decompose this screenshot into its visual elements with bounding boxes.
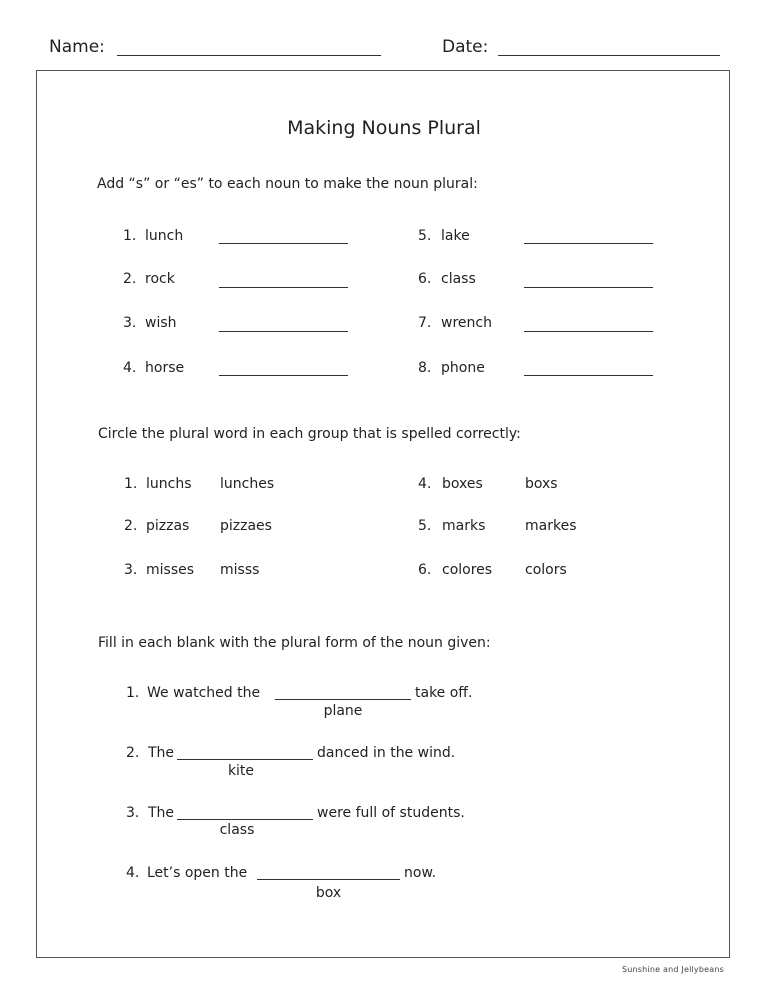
s1-answer-blank[interactable] bbox=[219, 287, 348, 288]
s3-item-num: 1. bbox=[126, 685, 140, 701]
s1-item-word: wish bbox=[145, 315, 177, 331]
s1-item-word: wrench bbox=[441, 315, 492, 331]
s3-text-after: now. bbox=[404, 865, 437, 881]
s1-item-num: 3. bbox=[123, 315, 137, 331]
s1-answer-blank[interactable] bbox=[524, 331, 653, 332]
s2-choice[interactable]: lunchs bbox=[146, 476, 192, 492]
s3-noun-hint: kite bbox=[227, 763, 255, 779]
section3-instruction: Fill in each blank with the plural form of the noun given: bbox=[98, 635, 491, 651]
s3-noun-hint: class bbox=[219, 822, 255, 838]
s2-choice[interactable]: misses bbox=[146, 562, 195, 578]
s3-item-num: 2. bbox=[126, 745, 140, 761]
s1-item-num: 4. bbox=[123, 360, 137, 376]
s1-item-num: 2. bbox=[123, 271, 137, 287]
s2-choice[interactable]: lunches bbox=[220, 476, 275, 492]
footer-credit: Sunshine and Jellybeans bbox=[621, 965, 724, 974]
s3-text-before: We watched the bbox=[147, 685, 261, 701]
s2-item-num: 1. bbox=[124, 476, 138, 492]
s2-choice[interactable]: boxs bbox=[525, 476, 558, 492]
s3-answer-blank[interactable] bbox=[177, 819, 313, 820]
s3-noun-hint: plane bbox=[323, 703, 363, 719]
s3-text-after: danced in the wind. bbox=[317, 745, 456, 761]
s1-answer-blank[interactable] bbox=[524, 375, 653, 376]
s1-item-num: 5. bbox=[418, 228, 432, 244]
s1-item-word: lake bbox=[441, 228, 470, 244]
s1-item-word: phone bbox=[441, 360, 485, 376]
s2-choice[interactable]: pizzas bbox=[146, 518, 190, 534]
s3-answer-blank[interactable] bbox=[275, 699, 411, 700]
s3-answer-blank[interactable] bbox=[177, 759, 313, 760]
s3-item-num: 4. bbox=[126, 865, 140, 881]
worksheet-frame bbox=[36, 70, 730, 958]
s1-item-word: horse bbox=[145, 360, 185, 376]
s3-item-num: 3. bbox=[126, 805, 140, 821]
s1-item-num: 6. bbox=[418, 271, 432, 287]
s2-item-num: 6. bbox=[418, 562, 432, 578]
s1-item-word: class bbox=[441, 271, 476, 287]
s2-item-num: 5. bbox=[418, 518, 432, 534]
s2-choice[interactable]: boxes bbox=[442, 476, 483, 492]
date-label: Date: bbox=[442, 37, 489, 57]
s3-text-before: Let’s open the bbox=[147, 865, 248, 881]
s1-answer-blank[interactable] bbox=[524, 287, 653, 288]
s2-choice[interactable]: colors bbox=[525, 562, 567, 578]
s2-choice[interactable]: marks bbox=[442, 518, 486, 534]
s3-text-before: The bbox=[148, 805, 175, 821]
s1-answer-blank[interactable] bbox=[219, 331, 348, 332]
s1-item-num: 1. bbox=[123, 228, 137, 244]
s1-item-word: lunch bbox=[145, 228, 184, 244]
name-label: Name: bbox=[49, 37, 105, 57]
date-field[interactable] bbox=[498, 55, 720, 56]
worksheet-title: Making Nouns Plural bbox=[287, 117, 481, 139]
s2-item-num: 2. bbox=[124, 518, 138, 534]
s1-item-num: 7. bbox=[418, 315, 432, 331]
s2-item-num: 3. bbox=[124, 562, 138, 578]
s3-text-before: The bbox=[148, 745, 175, 761]
s1-item-word: rock bbox=[145, 271, 175, 287]
section1-instruction: Add “s” or “es” to each noun to make the noun plural: bbox=[97, 176, 478, 192]
s2-choice[interactable]: misss bbox=[220, 562, 260, 578]
s1-answer-blank[interactable] bbox=[219, 375, 348, 376]
s3-answer-blank[interactable] bbox=[257, 879, 400, 880]
s2-choice[interactable]: pizzaes bbox=[220, 518, 272, 534]
s1-answer-blank[interactable] bbox=[524, 243, 653, 244]
s3-noun-hint: box bbox=[315, 885, 342, 901]
s2-item-num: 4. bbox=[418, 476, 432, 492]
s2-choice[interactable]: markes bbox=[525, 518, 577, 534]
s3-text-after: were full of students. bbox=[317, 805, 465, 821]
s1-item-num: 8. bbox=[418, 360, 432, 376]
name-field[interactable] bbox=[117, 55, 381, 56]
s2-choice[interactable]: colores bbox=[442, 562, 493, 578]
section2-instruction: Circle the plural word in each group that is spelled correctly: bbox=[98, 426, 521, 442]
s1-answer-blank[interactable] bbox=[219, 243, 348, 244]
s3-text-after: take off. bbox=[415, 685, 473, 701]
